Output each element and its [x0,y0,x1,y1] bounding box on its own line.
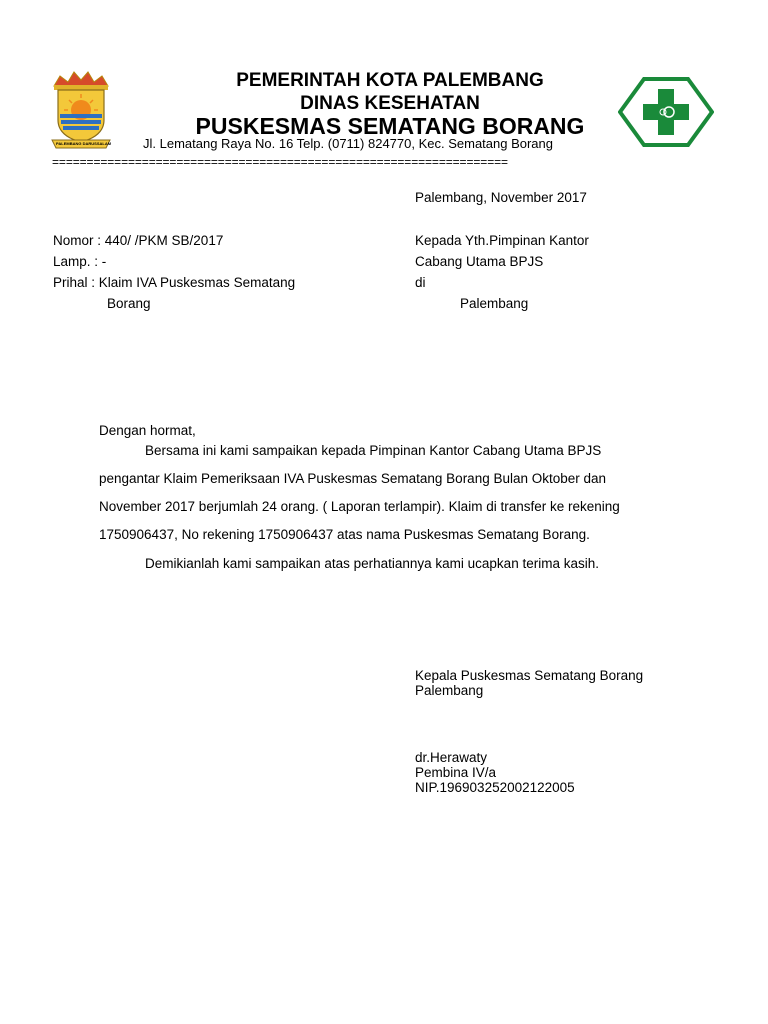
body-paragraph-2: Demikianlah kami sampaikan atas perhatiannya kami ucapkan terima kasih. [145,556,599,571]
signatory-city: Palembang [415,683,484,698]
recipient-line-2: Cabang Utama BPJS [415,254,544,269]
header-divider: ================================================================== [52,155,508,169]
recipient-city: Palembang [460,296,529,311]
signatory-nip: NIP.196903252002122005 [415,780,575,795]
body-paragraph-1-line-2: pengantar Klaim Pemeriksaan IVA Puskesmas Sematang Borang Bulan Oktober dan [99,471,607,486]
signatory-title: Kepala Puskesmas Sematang Borang [415,668,644,683]
letter-attachment: Lamp. : - [53,254,107,269]
address-line: Jl. Lematang Raya No. 16 Telp. (0711) 824770, Kec. Sematang Borang [143,136,554,151]
puskesmas-title: PUSKESMAS SEMATANG BORANG [195,113,585,139]
letter-number: Nomor : 440/ /PKM SB/2017 [53,233,224,248]
emblem-banner-text: PALEMBANG DARUSSALAM [56,141,112,146]
recipient-line-1: Kepada Yth.Pimpinan Kantor [415,233,589,248]
salutation: Dengan hormat, [99,423,196,438]
letter-subject: Prihal : Klaim IVA Puskesmas Sematang [53,275,296,290]
government-title: PEMERINTAH KOTA PALEMBANG [236,70,544,91]
department-title: DINAS KESEHATAN [300,93,480,114]
letter-subject-continued: Borang [107,296,151,311]
body-paragraph-1-line-4: 1750906437, No rekening 1750906437 atas nama Puskesmas Sematang Borang. [99,527,590,542]
letter-date: Palembang, November 2017 [415,190,587,205]
recipient-line-3: di [415,275,426,290]
body-paragraph-1-line-1: Bersama ini kami sampaikan kepada Pimpinan Kantor Cabang Utama BPJS [145,443,602,458]
signatory-rank: Pembina IV/a [415,765,497,780]
signatory-name: dr.Herawaty [415,750,488,765]
body-paragraph-1-line-3: November 2017 berjumlah 24 orang. ( Laporan terlampir). Klaim di transfer ke rekening [99,499,620,514]
